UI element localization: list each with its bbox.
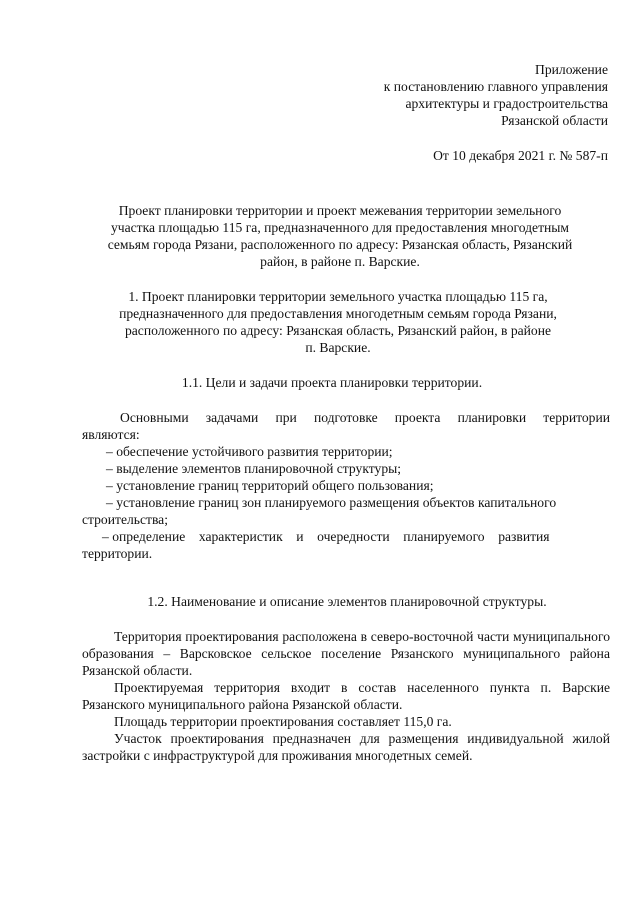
tasks-block bbox=[82, 409, 610, 562]
title-line: район, в районе п. Варские. bbox=[260, 254, 420, 269]
paragraph: Участок проектирования предназначен для размещения индивидуальной жилой застройки с инфраструктурой для проживания многодетных семей. bbox=[82, 731, 610, 763]
task-item: – установление границ зон планируемого размещения объектов капитального bbox=[106, 495, 557, 510]
paragraph: Площадь территории проектирования составляет 115,0 га. bbox=[114, 714, 452, 729]
decree-date: От 10 декабря 2021 г. № 587-п bbox=[433, 148, 608, 163]
appendix-line: Приложение bbox=[535, 62, 608, 77]
task-item-cont: территории. bbox=[82, 546, 153, 561]
tasks-intro: Основными задачами при подготовке проекта планировки территории bbox=[120, 410, 610, 425]
section-1-line: п. Варские. bbox=[305, 340, 371, 355]
section-1-line: предназначенного для предоставления многодетным семьям города Рязани, bbox=[119, 306, 557, 321]
section-1-heading bbox=[88, 288, 588, 356]
document-title bbox=[70, 202, 610, 270]
appendix-header bbox=[384, 61, 608, 129]
appendix-line: к постановлению главного управления bbox=[383, 79, 608, 94]
task-item: – обеспечение устойчивого развития территории; bbox=[106, 444, 393, 459]
tasks-intro-cont: являются: bbox=[82, 427, 140, 442]
task-item: – установление границ территорий общего пользования; bbox=[106, 478, 434, 493]
task-item: – определение характеристик и очередности планируемого развития bbox=[102, 529, 550, 544]
section-1-line: расположенного по адресу: Рязанская область, Рязанский район, в районе bbox=[124, 323, 552, 338]
task-item-cont: строительства; bbox=[82, 512, 168, 527]
title-line: Проект планировки территории и проект межевания территории земельного bbox=[118, 203, 562, 218]
title-line: семьям города Рязани, расположенного по адресу: Рязанская область, Рязанский bbox=[107, 237, 573, 252]
description-block bbox=[82, 628, 610, 764]
paragraph: Проектируемая территория входит в состав населенного пункта п. Варские Рязанского муниципального района Рязанской области. bbox=[82, 680, 610, 712]
appendix-line: архитектуры и градостроительства bbox=[405, 96, 608, 111]
paragraph: Территория проектирования расположена в северо-восточной части муниципального образования – Варсковское сельское поселение Рязанского муниципального района Рязанской области. bbox=[82, 629, 610, 678]
title-line: участка площадью 115 га, предназначенного для предоставления многодетным bbox=[110, 220, 570, 235]
section-1-line: 1. Проект планировки территории земельного участка площадью 115 га, bbox=[128, 289, 548, 304]
subsection-1-2-heading: 1.2. Наименование и описание элементов планировочной структуры. bbox=[147, 594, 547, 609]
task-item: – выделение элементов планировочной структуры; bbox=[106, 461, 402, 476]
subsection-1-1-heading: 1.1. Цели и задачи проекта планировки территории. bbox=[181, 375, 483, 390]
appendix-line: Рязанской области bbox=[501, 113, 608, 128]
